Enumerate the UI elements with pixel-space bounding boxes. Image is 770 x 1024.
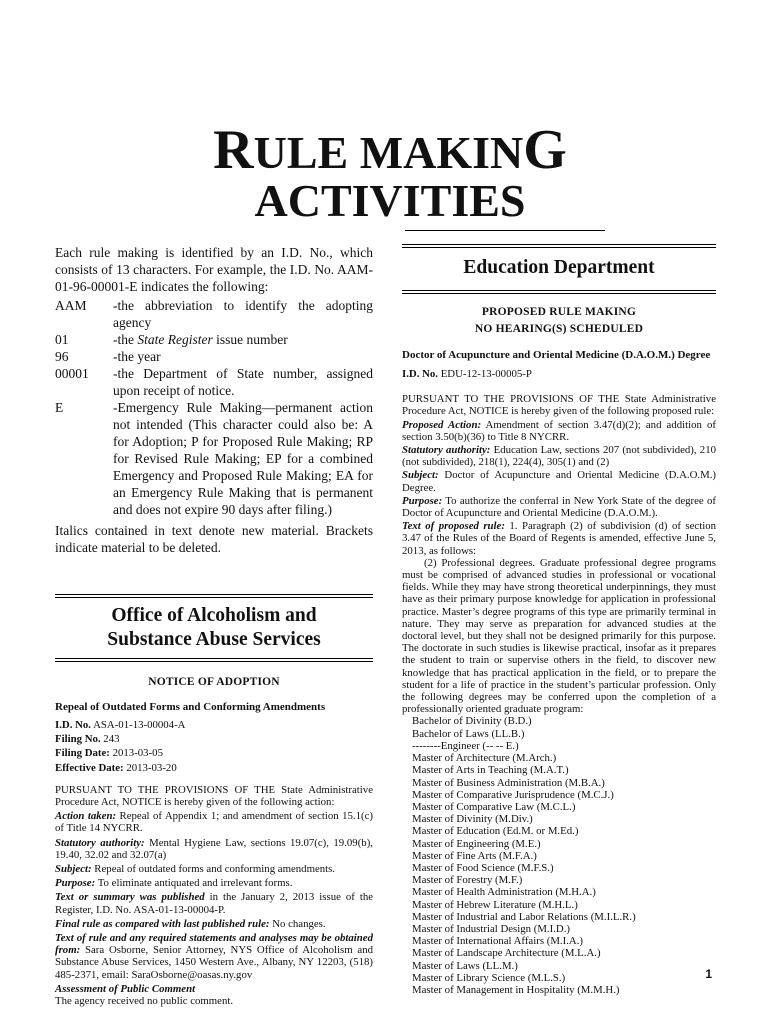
list-item: Master of Engineering (M.E.) <box>412 837 541 850</box>
left-column <box>55 244 373 1007</box>
section-divider <box>402 244 716 248</box>
section-divider <box>55 594 373 598</box>
id-code-row: E -Emergency Rule Making—permanent action not intended (This character could also be: A for Adoption; P for Proposed Rule Making; RP for Revised Rule Making; EP for a combined Emergency and Proposed Rule Making; EA for an Emergency Rule Making that is permanent and does not expire 90 days after filing.) <box>55 400 373 517</box>
action-taken: Action taken: Repeal of Appendix 1; and amendment of section 15.1(c) of Title 14 NYCRR. <box>55 810 374 835</box>
rule-body: (2) Professional degrees. Graduate professional degree programs must be comprised of advanced studies in professional or vocational fields. While they may have strong theoretical underpinnings, they must have as their primary purpose knowledge for application in professional practice. Master’s degree programs of this type are primarily terminal in nature. They may serve as preparation for advanced studies at the doctoral level, but they shall not be designed primarily for this purpose. The doctorate in such studies is likewise practical, insofar as it prepares the student to train or supervise others in the field, to discover new knowledge that has practical application in the field, or to prepare the student for a life of practice in the student’s particular profession. Only the following degrees may be conferred upon the completion of a professionally oriented graduate program: <box>402 556 716 716</box>
id-code-row: 00001 -the Department of State number, assigned upon receipt of notice. <box>55 366 373 398</box>
list-item: Master of Health Administration (M.H.A.) <box>412 886 596 899</box>
id-code-row: 01 -the State Register issue number <box>55 332 288 347</box>
id-code-list <box>55 297 373 518</box>
list-item: Master of Arts in Teaching (M.A.T.) <box>412 764 569 777</box>
title-line-2: ACTIVITIES <box>254 175 526 226</box>
id-code-row: AAM -the abbreviation to identify the adopting agency <box>55 298 373 330</box>
proposed-action: Proposed Action: Amendment of section 3.47(d)(2); and addition of section 3.50(b)(36) to Title 8 NYCRR. <box>402 418 716 443</box>
subject: Subject: Doctor of Acupuncture and Oriental Medicine (D.A.O.M.) Degree. <box>402 469 716 494</box>
assessment-heading: Assessment of Public Comment <box>55 982 196 995</box>
intro-text: Each rule making is identified by an I.D. No., which consists of 13 characters. For example, the I.D. No. AAM-01-96-00001-E indicates the following: <box>55 245 373 294</box>
statutory-authority: Statutory authority: Education Law, sections 207 (not subdivided), 210 (not subdivided), 218(1), 224(4), 305(1) and (2) <box>402 444 716 469</box>
list-item: Master of Education (Ed.M. or M.Ed.) <box>412 825 579 838</box>
list-item: Master of Library Science (M.L.S.) <box>412 971 566 984</box>
title-divider <box>405 230 605 231</box>
subject: Subject: Repeal of outdated forms and conforming amendments. <box>55 863 336 876</box>
id-code-row: 96 -the year <box>55 349 161 364</box>
publication-note: Text or summary was published in the January 2, 2013 issue of the Register, I.D. No. ASA-01-13-00004-P. <box>55 891 374 916</box>
pursuant-text: PURSUANT TO THE PROVISIONS OF THE State Administrative Procedure Act, NOTICE is hereby given of the following action: <box>55 783 373 809</box>
section-divider <box>402 290 716 294</box>
list-item: Master of Industrial and Labor Relations (M.I.L.R.) <box>412 910 636 923</box>
assessment-text: The agency received no public comment. <box>55 995 234 1008</box>
final-rule-comparison: Final rule as compared with last published rule: No changes. <box>55 917 326 930</box>
list-item: Master of Fine Arts (M.F.A.) <box>412 849 537 862</box>
list-item: Bachelor of Laws (LL.B.) <box>412 727 525 740</box>
rule-title: Repeal of Outdated Forms and Conforming Amendments <box>55 701 326 713</box>
list-item: Bachelor of Divinity (B.D.) <box>412 715 532 728</box>
list-item: Master of Business Administration (M.B.A.) <box>412 776 605 789</box>
list-item: Master of Management in Hospitality (M.M.H.) <box>412 983 620 996</box>
list-item: Master of Hebrew Literature (M.H.L.) <box>412 898 578 911</box>
list-item: Master of Industrial Design (M.I.D.) <box>412 922 571 935</box>
list-item: Master of Food Science (M.F.S.) <box>412 861 554 874</box>
purpose: Purpose: To authorize the conferral in New York State of the degree of Doctor of Acupuncture and Oriental Medicine (D.A.O.M.). <box>402 494 716 520</box>
italics-note: Italics contained in text denote new material. Brackets indicate material to be deleted. <box>55 523 373 555</box>
list-item: --------Engineer (-- -- E.) <box>412 739 519 752</box>
id-number: I.D. No. ASA-01-13-00004-A <box>55 719 186 731</box>
list-item: Master of Divinity (M.Div.) <box>412 813 533 826</box>
statutory-authority: Statutory authority: Mental Hygiene Law, sections 19.07(c), 19.09(b), 19.40, 32.02 and 32.07(a) <box>55 836 373 861</box>
section-divider <box>55 658 373 662</box>
degree-list <box>402 715 716 996</box>
list-item: Master of Comparative Law (M.C.L.) <box>412 800 576 813</box>
list-item: Master of Laws (LL.M.) <box>412 959 518 972</box>
effective-date: Effective Date: 2013-03-20 <box>55 761 177 774</box>
title-line-1: RULE MAKING <box>213 119 567 181</box>
purpose: Purpose: To eliminate antiquated and irrelevant forms. <box>55 877 293 890</box>
list-item: Master of Landscape Architecture (M.L.A.) <box>412 947 601 960</box>
page-number: 1 <box>705 967 712 981</box>
filing-number: Filing No. 243 <box>55 733 120 746</box>
pursuant-text: PURSUANT TO THE PROVISIONS OF THE State Administrative Procedure Act, NOTICE is hereby given of the following proposed rule: <box>402 393 716 418</box>
page-title <box>170 119 610 226</box>
rule-title: Doctor of Acupuncture and Oriental Medicine (D.A.O.M.) Degree <box>402 349 711 361</box>
filing-date: Filing Date: 2013-03-05 <box>55 747 163 760</box>
list-item: Master of Forestry (M.F.) <box>412 874 523 887</box>
list-item: Master of International Affairs (M.I.A.) <box>412 935 583 948</box>
education-dept-title: Education Department <box>463 257 655 278</box>
text-of-proposed-rule: Text of proposed rule: 1. Paragraph (2) of subdivision (d) of section 3.47 of the Rules of the Board of Regents is amended, effective June 5, 2013, as follows: <box>402 520 716 557</box>
right-column <box>402 244 716 996</box>
list-item: Master of Comparative Jurisprudence (M.C.J.) <box>412 788 614 801</box>
notice-type: PROPOSED RULE MAKING NO HEARING(S) SCHEDULED <box>474 306 644 335</box>
contact-info: Text of rule and any required statements and analyses may be obtained from: Sara Osborne, Senior Attorney, NYS Office of Alcoholism and Substance Abuse Services, 1450 Western Ave., Albany, NY 12203, (518) 485-2371, email: SaraOsborne@oasas.ny.gov <box>55 932 373 981</box>
notice-type: NOTICE OF ADOPTION <box>148 676 280 688</box>
oasas-dept-title: Office of Alcoholism and Substance Abuse Services <box>107 605 321 650</box>
list-item: Master of Architecture (M.Arch.) <box>412 752 557 765</box>
id-number: I.D. No. EDU-12-13-00005-P <box>402 368 532 380</box>
